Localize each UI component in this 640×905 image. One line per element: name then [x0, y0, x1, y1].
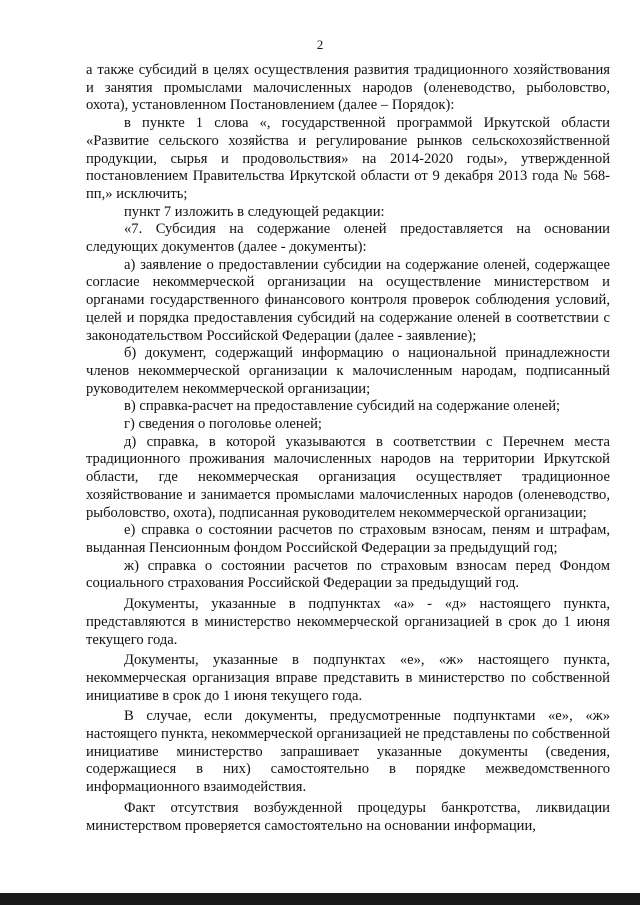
paragraph-subpoint-g: г) сведения о поголовье оленей;: [124, 416, 322, 433]
paragraph-interagency-request: В случае, если документы, предусмотренные подпунктами «е», «ж» настоящего пункта, некоммерческой организацией не представлены по собственной инициативе министерство запрашивает указанные документы (сведения, содержащиеся в них) самостоятельно в порядке межведомственного информационного взаимодействия.: [86, 708, 610, 796]
paragraph-subpoint-zh: ж) справка о состоянии расчетов по страховым взносам перед Фондом социального страхования Российской Федерации за предыдущий год.: [86, 557, 610, 592]
paragraph-documents-a-d: Документы, указанные в подпунктах «а» - «д» настоящего пункта, представляются в министерство некоммерческой организацией в срок до 1 июня текущего года.: [86, 596, 610, 648]
paragraph-subpoint-b: б) документ, содержащий информацию о национальной принадлежности членов некоммерческой организации к малочисленным народам, подписанный руководителем некоммерческой организации;: [86, 345, 610, 397]
paragraph-subpoint-v: в) справка-расчет на предоставление субсидий на содержание оленей;: [124, 398, 561, 415]
paragraph-point-7: «7. Субсидия на содержание оленей предоставляется на основании следующих документов (далее - документы):: [86, 221, 610, 256]
paragraph-documents-e-zh: Документы, указанные в подпунктах «е», «ж» настоящего пункта, некоммерческая организация вправе представить в министерство по собственной инициативе в срок до 1 июня текущего года.: [86, 652, 610, 704]
paragraph-subpoint-a: а) заявление о предоставлении субсидии на содержание оленей, содержащее согласие некоммерческой организации на осуществление министерством и органами государственного финансового контроля проверок соблюдения условий, целей и порядка предоставления субсидий на содержание оленей в соответствии с законодательством Российской Федерации (далее - заявление);: [86, 256, 610, 344]
paragraph-intro: а также субсидий в целях осуществления развития традиционного хозяйствования и занятия промыслами малочисленных народов (оленеводство, рыболовство, охота), установленном Постановлением (далее – Порядок):: [86, 62, 610, 114]
scan-bottom-edge: [0, 893, 640, 905]
paragraph-point-7-heading: пункт 7 изложить в следующей редакции:: [124, 203, 385, 220]
page-number: 2: [316, 37, 324, 52]
paragraph-point-1-amendment: в пункте 1 слова «, государственной программой Иркутской области «Развитие сельского хозяйства и регулирование рынков сельскохозяйственной продукции, сырья и продовольствия» на 2014-2020 годы», утвержденной постановлением Правительства Иркутской области от 9 декабря 2013 года № 568-пп,» исключить;: [86, 115, 610, 202]
document-body: [86, 62, 610, 835]
paragraph-bankruptcy-check: Факт отсутствия возбужденной процедуры банкротства, ликвидации министерством проверяется самостоятельно на основании информации,: [86, 799, 610, 834]
paragraph-subpoint-e: е) справка о состоянии расчетов по страховым взносам, пеням и штрафам, выданная Пенсионным фондом Российской Федерации за предыдущий год;: [86, 522, 610, 556]
paragraph-subpoint-d: д) справка, в которой указываются в соответствии с Перечнем места традиционного проживания малочисленных народов на территории Иркутской области, где некоммерческая организация осуществляет традиционное хозяйствование и занимается промыслами малочисленных народов (оленеводство, рыболовство, охота), подписанная руководителем некоммерческой организации;: [86, 433, 610, 521]
